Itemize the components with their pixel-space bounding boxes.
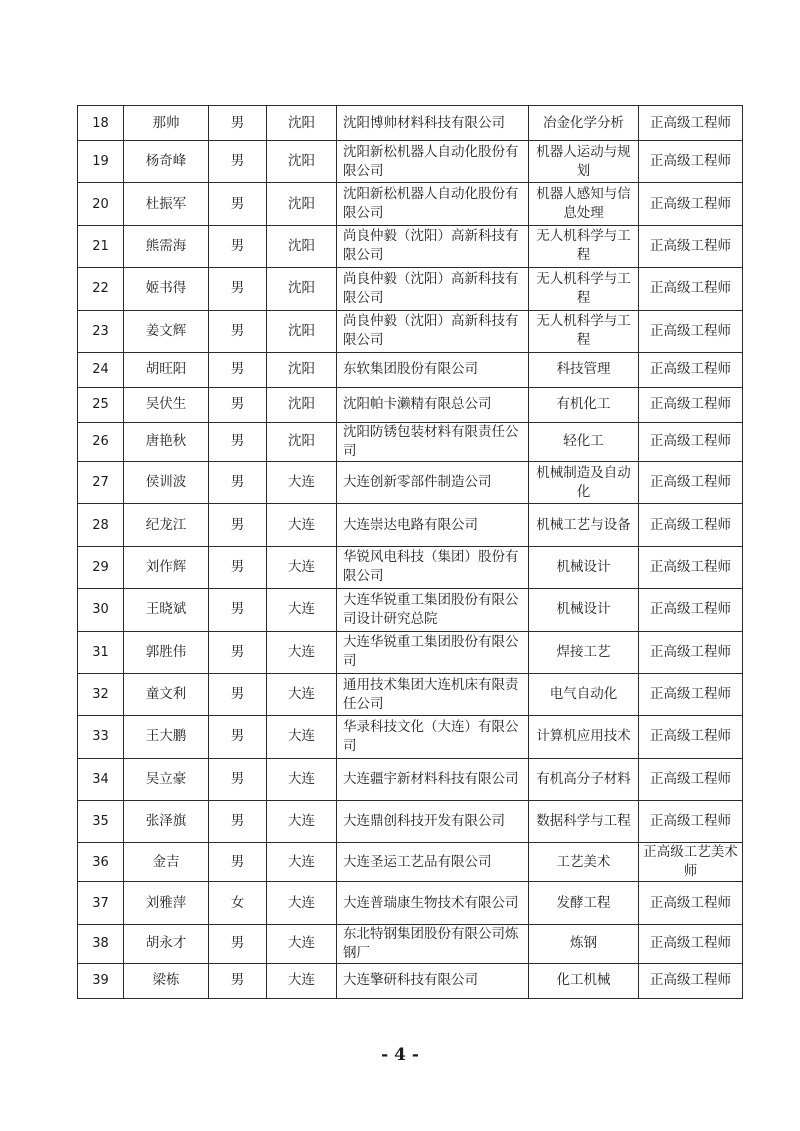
gender-cell: 男 — [209, 504, 267, 546]
row-number-cell: 32 — [78, 673, 124, 715]
row-number-cell: 21 — [78, 225, 124, 267]
employer-unit-cell: 尚良仲毅（沈阳）高新科技有限公司 — [337, 225, 529, 267]
person-name-cell: 童文利 — [124, 673, 209, 715]
gender-cell: 男 — [209, 801, 267, 843]
person-name-cell: 侯训波 — [124, 461, 209, 503]
gender-cell: 男 — [209, 352, 267, 387]
row-number-cell: 27 — [78, 461, 124, 503]
employer-unit-cell: 大连创新零部件制造公司 — [337, 461, 529, 503]
person-name-cell: 姬书得 — [124, 268, 209, 310]
professional-title-cell: 正高级工艺美术师 — [639, 843, 743, 882]
specialty-field-cell: 冶金化学分析 — [529, 106, 639, 141]
specialty-field-cell: 机器人运动与规划 — [529, 141, 639, 183]
gender-cell: 男 — [209, 310, 267, 352]
table-row — [78, 106, 743, 141]
specialty-field-cell: 机械设计 — [529, 589, 639, 631]
city-cell: 大连 — [267, 716, 337, 758]
city-cell: 沈阳 — [267, 268, 337, 310]
gender-cell: 男 — [209, 268, 267, 310]
employer-unit-cell: 沈阳防锈包装材料有限责任公司 — [337, 422, 529, 461]
gender-cell: 男 — [209, 758, 267, 800]
professional-title-cell: 正高级工程师 — [639, 546, 743, 588]
professional-title-cell: 正高级工程师 — [639, 422, 743, 461]
table-row — [78, 963, 743, 998]
table-row — [78, 268, 743, 310]
city-cell: 大连 — [267, 504, 337, 546]
specialty-field-cell: 焊接工艺 — [529, 631, 639, 673]
professional-title-cell: 正高级工程师 — [639, 461, 743, 503]
employer-unit-cell: 尚良仲毅（沈阳）高新科技有限公司 — [337, 310, 529, 352]
employer-unit-cell: 大连普瑞康生物技术有限公司 — [337, 882, 529, 924]
employer-unit-cell: 沈阳博帅材料科技有限公司 — [337, 106, 529, 141]
table-row — [78, 716, 743, 758]
specialty-field-cell: 炼钢 — [529, 924, 639, 963]
specialty-field-cell: 电气自动化 — [529, 673, 639, 715]
professional-title-cell: 正高级工程师 — [639, 106, 743, 141]
employer-unit-cell: 大连华锐重工集团股份有限公司设计研究总院 — [337, 589, 529, 631]
professional-title-cell: 正高级工程师 — [639, 141, 743, 183]
person-name-cell: 吴立豪 — [124, 758, 209, 800]
row-number-cell: 39 — [78, 963, 124, 998]
table-row — [78, 631, 743, 673]
city-cell: 大连 — [267, 631, 337, 673]
person-name-cell: 张泽旗 — [124, 801, 209, 843]
row-number-cell: 26 — [78, 422, 124, 461]
gender-cell: 男 — [209, 924, 267, 963]
city-cell: 沈阳 — [267, 310, 337, 352]
gender-cell: 男 — [209, 422, 267, 461]
employer-unit-cell: 华录科技文化（大连）有限公司 — [337, 716, 529, 758]
person-name-cell: 胡旺阳 — [124, 352, 209, 387]
table-row — [78, 843, 743, 882]
employer-unit-cell: 尚良仲毅（沈阳）高新科技有限公司 — [337, 268, 529, 310]
row-number-cell: 33 — [78, 716, 124, 758]
employer-unit-cell: 大连鼎创科技开发有限公司 — [337, 801, 529, 843]
city-cell: 大连 — [267, 546, 337, 588]
person-name-cell: 刘雅萍 — [124, 882, 209, 924]
table-row — [78, 758, 743, 800]
specialty-field-cell: 有机高分子材料 — [529, 758, 639, 800]
row-number-cell: 37 — [78, 882, 124, 924]
row-number-cell: 35 — [78, 801, 124, 843]
person-name-cell: 刘作辉 — [124, 546, 209, 588]
row-number-cell: 19 — [78, 141, 124, 183]
row-number-cell: 22 — [78, 268, 124, 310]
specialty-field-cell: 轻化工 — [529, 422, 639, 461]
professional-title-cell: 正高级工程师 — [639, 225, 743, 267]
specialty-field-cell: 发酵工程 — [529, 882, 639, 924]
person-name-cell: 杨奇峰 — [124, 141, 209, 183]
table-row — [78, 225, 743, 267]
city-cell: 沈阳 — [267, 183, 337, 225]
person-name-cell: 梁栋 — [124, 963, 209, 998]
table-row — [78, 310, 743, 352]
table-row — [78, 352, 743, 387]
row-number-cell: 38 — [78, 924, 124, 963]
specialty-field-cell: 化工机械 — [529, 963, 639, 998]
table-row — [78, 924, 743, 963]
gender-cell: 男 — [209, 141, 267, 183]
specialty-field-cell: 数据科学与工程 — [529, 801, 639, 843]
row-number-cell: 24 — [78, 352, 124, 387]
specialty-field-cell: 机械设计 — [529, 546, 639, 588]
gender-cell: 男 — [209, 225, 267, 267]
table-row — [78, 183, 743, 225]
city-cell: 沈阳 — [267, 106, 337, 141]
person-name-cell: 王晓斌 — [124, 589, 209, 631]
employer-unit-cell: 通用技术集团大连机床有限责任公司 — [337, 673, 529, 715]
table-row — [78, 801, 743, 843]
city-cell: 大连 — [267, 801, 337, 843]
city-cell: 沈阳 — [267, 225, 337, 267]
table-row — [78, 546, 743, 588]
city-cell: 大连 — [267, 758, 337, 800]
professional-title-cell: 正高级工程师 — [639, 963, 743, 998]
employer-unit-cell: 大连擎研科技有限公司 — [337, 963, 529, 998]
gender-cell: 男 — [209, 461, 267, 503]
gender-cell: 男 — [209, 631, 267, 673]
specialty-field-cell: 机械工艺与设备 — [529, 504, 639, 546]
gender-cell: 女 — [209, 882, 267, 924]
row-number-cell: 29 — [78, 546, 124, 588]
city-cell: 沈阳 — [267, 387, 337, 422]
professional-title-cell: 正高级工程师 — [639, 504, 743, 546]
professional-title-cell: 正高级工程师 — [639, 673, 743, 715]
city-cell: 大连 — [267, 673, 337, 715]
professional-title-cell: 正高级工程师 — [639, 758, 743, 800]
row-number-cell: 34 — [78, 758, 124, 800]
gender-cell: 男 — [209, 716, 267, 758]
table-row — [78, 422, 743, 461]
employer-unit-cell: 华锐风电科技（集团）股份有限公司 — [337, 546, 529, 588]
employer-unit-cell: 东北特钢集团股份有限公司炼钢厂 — [337, 924, 529, 963]
roster-body — [78, 106, 743, 999]
row-number-cell: 23 — [78, 310, 124, 352]
specialty-field-cell: 工艺美术 — [529, 843, 639, 882]
gender-cell: 男 — [209, 387, 267, 422]
employer-unit-cell: 大连疆宇新材料科技有限公司 — [337, 758, 529, 800]
gender-cell: 男 — [209, 106, 267, 141]
city-cell: 大连 — [267, 924, 337, 963]
specialty-field-cell: 无人机科学与工程 — [529, 225, 639, 267]
specialty-field-cell: 无人机科学与工程 — [529, 310, 639, 352]
city-cell: 沈阳 — [267, 141, 337, 183]
employer-unit-cell: 东软集团股份有限公司 — [337, 352, 529, 387]
gender-cell: 男 — [209, 843, 267, 882]
specialty-field-cell: 有机化工 — [529, 387, 639, 422]
specialty-field-cell: 机器人感知与信息处理 — [529, 183, 639, 225]
person-name-cell: 唐艳秋 — [124, 422, 209, 461]
roster-table — [77, 105, 743, 999]
person-name-cell: 杜振军 — [124, 183, 209, 225]
professional-title-cell: 正高级工程师 — [639, 183, 743, 225]
professional-title-cell: 正高级工程师 — [639, 268, 743, 310]
employer-unit-cell: 大连华锐重工集团股份有限公司 — [337, 631, 529, 673]
specialty-field-cell: 计算机应用技术 — [529, 716, 639, 758]
table-row — [78, 387, 743, 422]
row-number-cell: 31 — [78, 631, 124, 673]
specialty-field-cell: 科技管理 — [529, 352, 639, 387]
row-number-cell: 28 — [78, 504, 124, 546]
specialty-field-cell: 无人机科学与工程 — [529, 268, 639, 310]
table-row — [78, 673, 743, 715]
person-name-cell: 纪龙江 — [124, 504, 209, 546]
city-cell: 大连 — [267, 843, 337, 882]
employer-unit-cell: 大连圣运工艺品有限公司 — [337, 843, 529, 882]
professional-title-cell: 正高级工程师 — [639, 631, 743, 673]
city-cell: 大连 — [267, 882, 337, 924]
gender-cell: 男 — [209, 589, 267, 631]
row-number-cell: 18 — [78, 106, 124, 141]
row-number-cell: 36 — [78, 843, 124, 882]
city-cell: 大连 — [267, 461, 337, 503]
professional-title-cell: 正高级工程师 — [639, 387, 743, 422]
row-number-cell: 30 — [78, 589, 124, 631]
person-name-cell: 胡永才 — [124, 924, 209, 963]
professional-title-cell: 正高级工程师 — [639, 882, 743, 924]
employer-unit-cell: 沈阳新松机器人自动化股份有限公司 — [337, 141, 529, 183]
city-cell: 大连 — [267, 963, 337, 998]
city-cell: 沈阳 — [267, 352, 337, 387]
table-row — [78, 461, 743, 503]
professional-title-cell: 正高级工程师 — [639, 716, 743, 758]
table-row — [78, 141, 743, 183]
gender-cell: 男 — [209, 183, 267, 225]
page-number: - 4 - — [381, 1045, 419, 1065]
person-name-cell: 金吉 — [124, 843, 209, 882]
professional-title-cell: 正高级工程师 — [639, 924, 743, 963]
person-name-cell: 吴伏生 — [124, 387, 209, 422]
city-cell: 沈阳 — [267, 422, 337, 461]
person-name-cell: 熊需海 — [124, 225, 209, 267]
professional-title-cell: 正高级工程师 — [639, 801, 743, 843]
person-name-cell: 姜文辉 — [124, 310, 209, 352]
city-cell: 大连 — [267, 589, 337, 631]
person-name-cell: 郭胜伟 — [124, 631, 209, 673]
person-name-cell: 那帅 — [124, 106, 209, 141]
employer-unit-cell: 沈阳帕卡濑精有限总公司 — [337, 387, 529, 422]
employer-unit-cell: 沈阳新松机器人自动化股份有限公司 — [337, 183, 529, 225]
row-number-cell: 25 — [78, 387, 124, 422]
professional-title-cell: 正高级工程师 — [639, 589, 743, 631]
person-name-cell: 王大鹏 — [124, 716, 209, 758]
gender-cell: 男 — [209, 546, 267, 588]
employer-unit-cell: 大连崇达电路有限公司 — [337, 504, 529, 546]
specialty-field-cell: 机械制造及自动化 — [529, 461, 639, 503]
gender-cell: 男 — [209, 673, 267, 715]
professional-title-cell: 正高级工程师 — [639, 310, 743, 352]
table-row — [78, 504, 743, 546]
gender-cell: 男 — [209, 963, 267, 998]
table-row — [78, 882, 743, 924]
table-row — [78, 589, 743, 631]
row-number-cell: 20 — [78, 183, 124, 225]
professional-title-cell: 正高级工程师 — [639, 352, 743, 387]
